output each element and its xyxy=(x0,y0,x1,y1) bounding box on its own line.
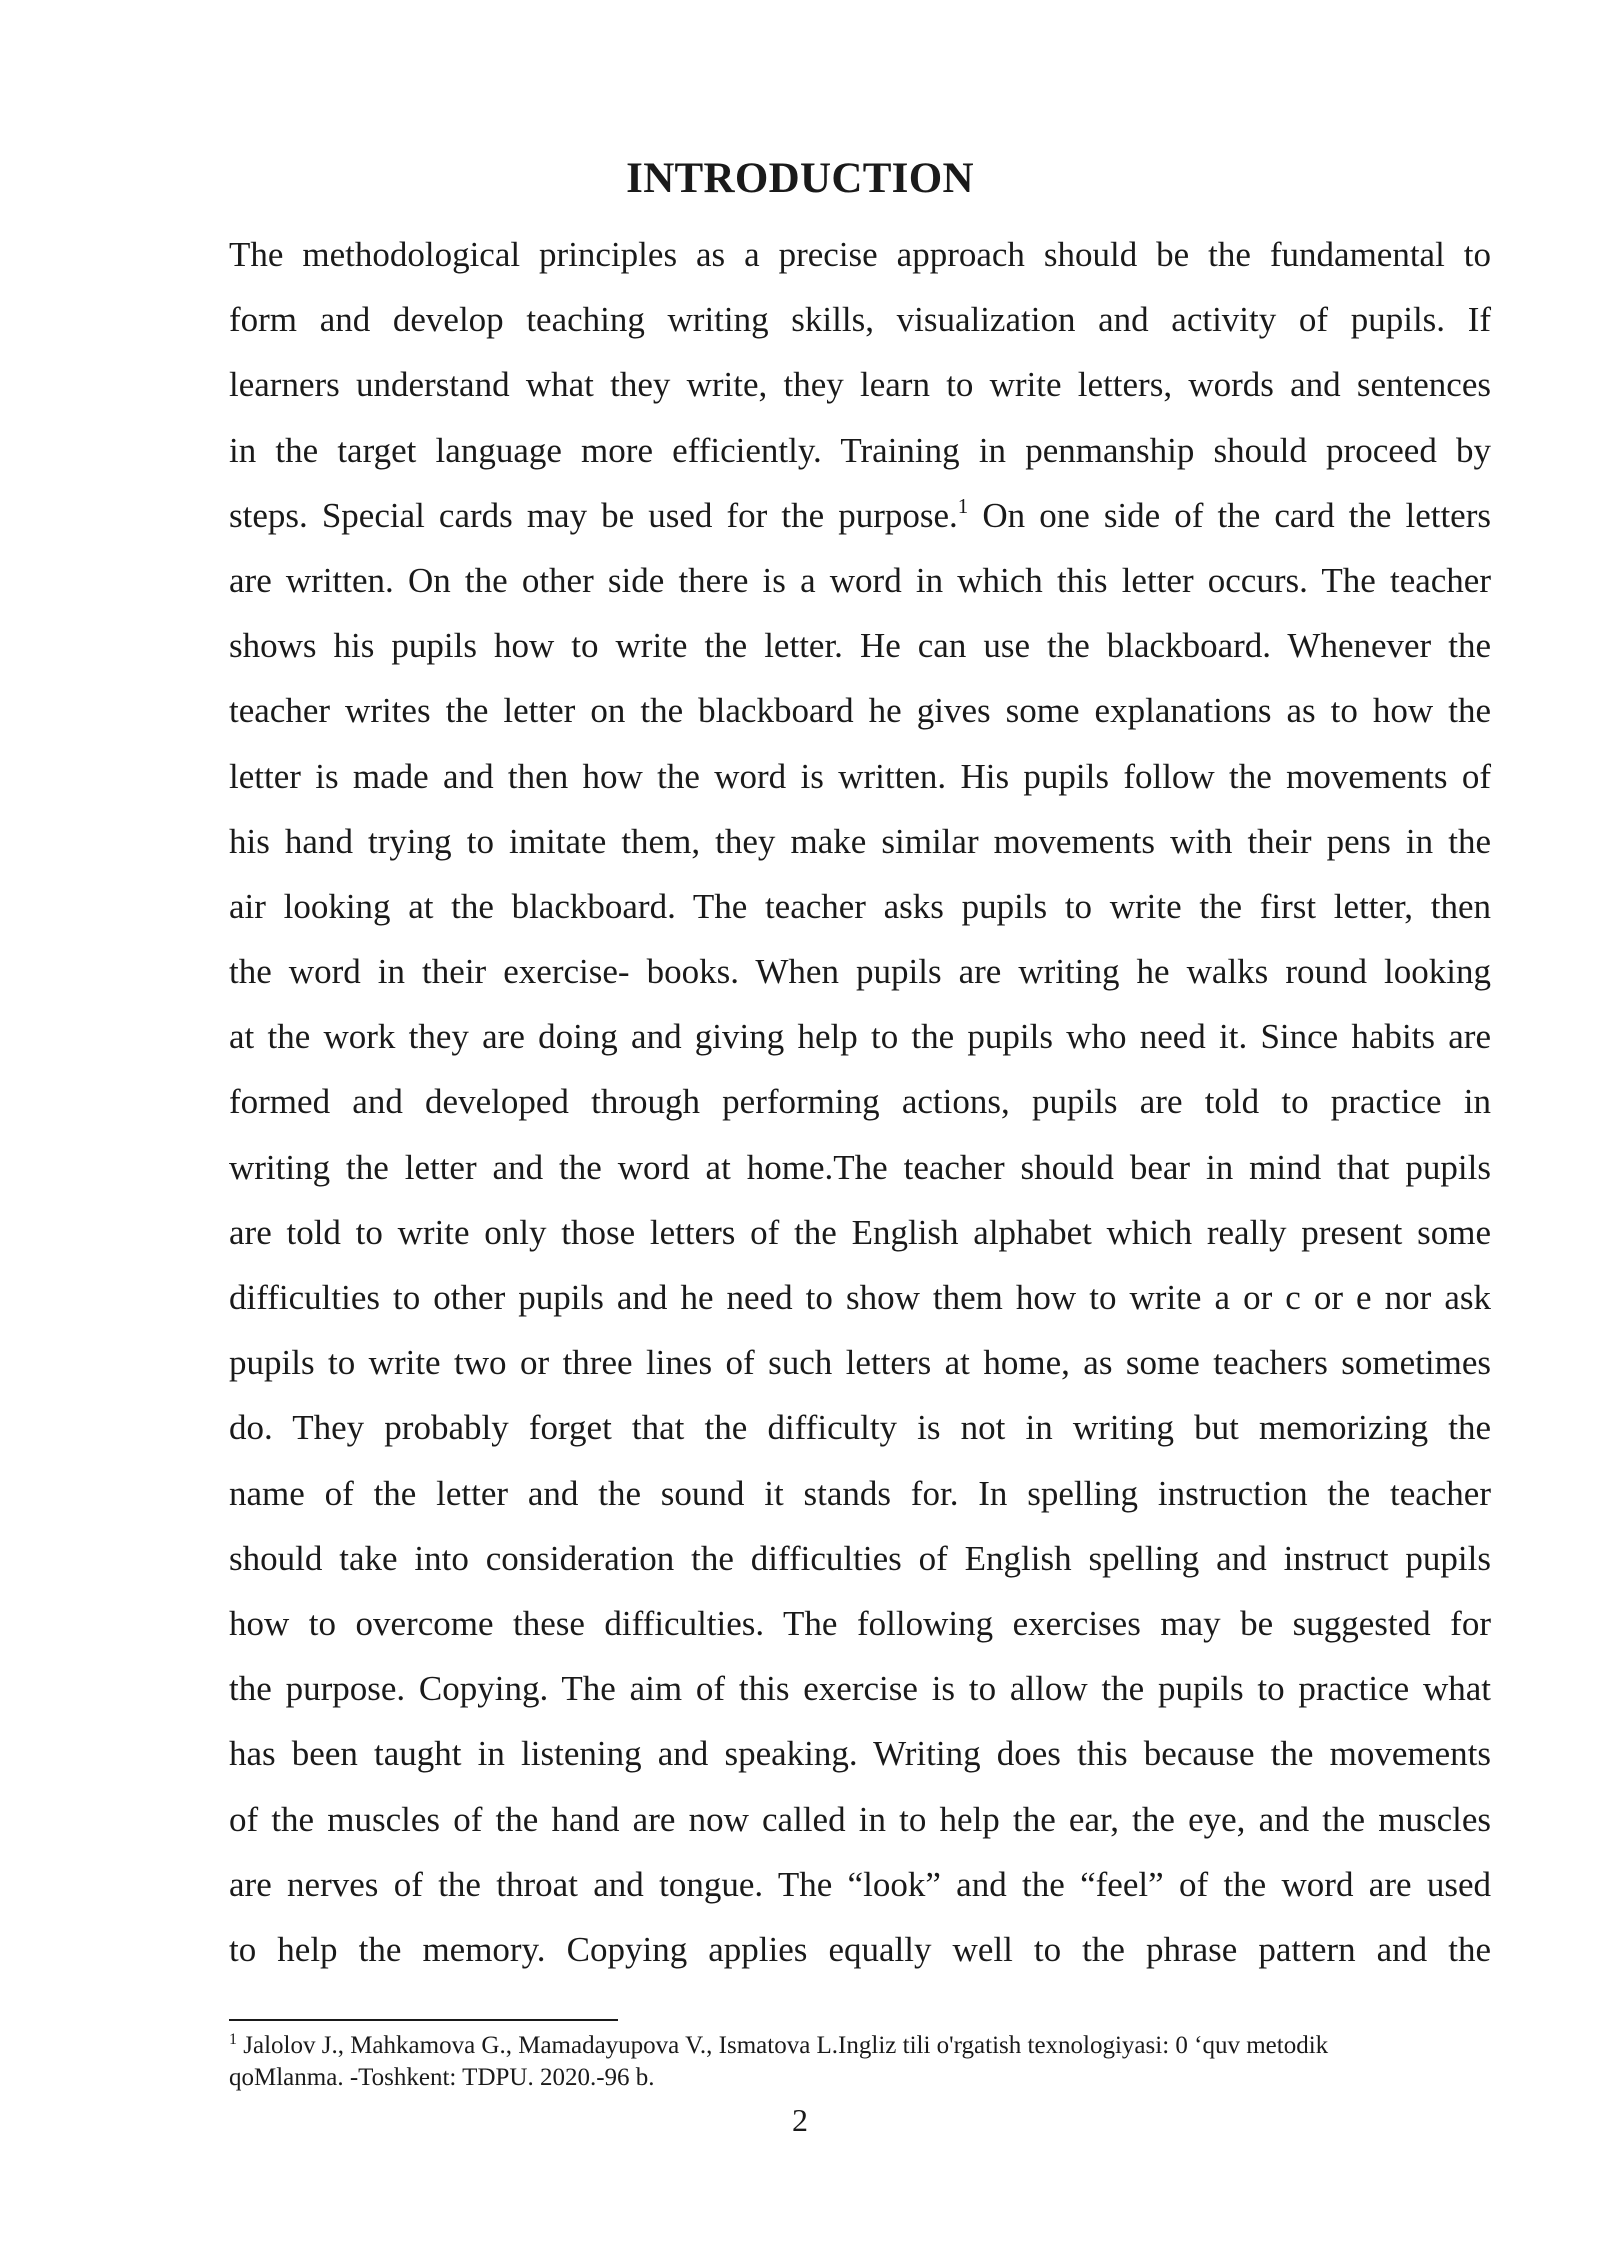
text-line-content: the word in their exercise- books. When pupils are writing he walks round looking xyxy=(229,952,1491,992)
text-line xyxy=(229,287,1491,352)
text-line xyxy=(229,1265,1491,1330)
text-line xyxy=(229,1330,1491,1395)
text-line-content: learners understand what they write, they learn to write letters, words and sentences xyxy=(229,365,1491,405)
text-line xyxy=(229,1004,1491,1069)
text-line-content: do. They probably forget that the difficulty is not in writing but memorizing the xyxy=(229,1408,1491,1448)
text-line-content: name of the letter and the sound it stands for. In spelling instruction the teacher xyxy=(229,1473,1491,1513)
text-line-content: are told to write only those letters of the English alphabet which really present some xyxy=(229,1212,1491,1252)
footnote-reference[interactable]: 1 xyxy=(957,493,969,518)
text-line-continuation: On one side of the card the letters xyxy=(968,495,1491,535)
footnote-line-1 xyxy=(229,2030,1491,2062)
text-line xyxy=(229,678,1491,743)
text-line xyxy=(229,1787,1491,1852)
text-line xyxy=(229,1656,1491,1721)
text-line-content: writing the letter and the word at home.The teacher should bear in mind that pupils xyxy=(229,1147,1491,1187)
text-line xyxy=(229,222,1491,287)
text-line xyxy=(229,1395,1491,1460)
text-line-content: teacher writes the letter on the blackboard he gives some explanations as to how the xyxy=(229,691,1491,731)
text-line xyxy=(229,1069,1491,1134)
text-line-content: form and develop teaching writing skills, visualization and activity of pupils. If xyxy=(229,300,1491,340)
text-line-content: are nerves of the throat and tongue. The “look” and the “feel” of the word are used xyxy=(229,1864,1491,1904)
text-line-content: his hand trying to imitate them, they make similar movements with their pens in the xyxy=(229,821,1491,861)
text-line-content: difficulties to other pupils and he need to show them how to write a or c or e nor ask xyxy=(229,1278,1491,1317)
text-line-content: letter is made and then how the word is written. His pupils follow the movements of xyxy=(229,756,1491,796)
text-line-content: The methodological principles as a precise approach should be the fundamental to xyxy=(229,235,1491,274)
text-line-content: pupils to write two or three lines of such letters at home, as some teachers sometimes xyxy=(229,1343,1491,1383)
text-line xyxy=(229,1526,1491,1591)
page-title: INTRODUCTION xyxy=(626,155,974,202)
text-line-content: should take into consideration the difficulties of English spelling and instruct pupils xyxy=(229,1538,1491,1578)
text-line xyxy=(229,874,1491,939)
text-line-content: are written. On the other side there is a word in which this letter occurs. The teacher xyxy=(229,560,1491,600)
text-line-content: how to overcome these difficulties. The following exercises may be suggested for xyxy=(229,1603,1491,1643)
footnote xyxy=(229,2030,1491,2094)
footnote-marker: 1 xyxy=(229,2031,237,2048)
text-line xyxy=(229,613,1491,678)
text-line-content: has been taught in listening and speaking. Writing does this because the movements xyxy=(229,1734,1491,1774)
text-line xyxy=(229,939,1491,1004)
text-line xyxy=(229,744,1491,809)
text-line xyxy=(229,418,1491,483)
text-line-content: at the work they are doing and giving help to the pupils who need it. Since habits are xyxy=(229,1017,1491,1057)
body-paragraph xyxy=(229,222,1491,1982)
footnote-text-1: Jalolov J., Mahkamova G., Mamadayupova V., Ismatova L.Ingliz tili o'rgatish texnologiyasi: 0 ‘quv metodik xyxy=(237,2032,1329,2059)
text-line xyxy=(229,1917,1491,1982)
page-number: 2 xyxy=(792,2102,808,2138)
text-line-content: steps. Special cards may be used for the purpose. xyxy=(229,495,958,535)
text-line-content: in the target language more efficiently. Training in penmanship should proceed by xyxy=(229,430,1491,470)
text-line xyxy=(229,1135,1491,1200)
text-line xyxy=(229,809,1491,874)
text-line xyxy=(229,483,1491,548)
footnote-divider xyxy=(229,2019,618,2021)
footnote-line-2: qoMlanma. -Toshkent: TDPU. 2020.-96 b. xyxy=(229,2064,655,2091)
text-line-content: to help the memory. Copying applies equally well to the phrase pattern and the xyxy=(229,1929,1491,1969)
text-line xyxy=(229,1200,1491,1265)
text-line-content: formed and developed through performing actions, pupils are told to practice in xyxy=(229,1082,1491,1122)
text-line-content: of the muscles of the hand are now called in to help the ear, the eye, and the muscles xyxy=(229,1799,1491,1839)
text-line xyxy=(229,1721,1491,1786)
text-line xyxy=(229,352,1491,417)
text-line-content: air looking at the blackboard. The teacher asks pupils to write the first letter, then xyxy=(229,886,1491,926)
text-line xyxy=(229,1461,1491,1526)
text-line-content: shows his pupils how to write the letter. He can use the blackboard. Whenever the xyxy=(229,626,1491,666)
text-line xyxy=(229,1852,1491,1917)
text-line-content: the purpose. Copying. The aim of this exercise is to allow the pupils to practice what xyxy=(229,1669,1491,1709)
text-line xyxy=(229,1591,1491,1656)
text-line xyxy=(229,548,1491,613)
